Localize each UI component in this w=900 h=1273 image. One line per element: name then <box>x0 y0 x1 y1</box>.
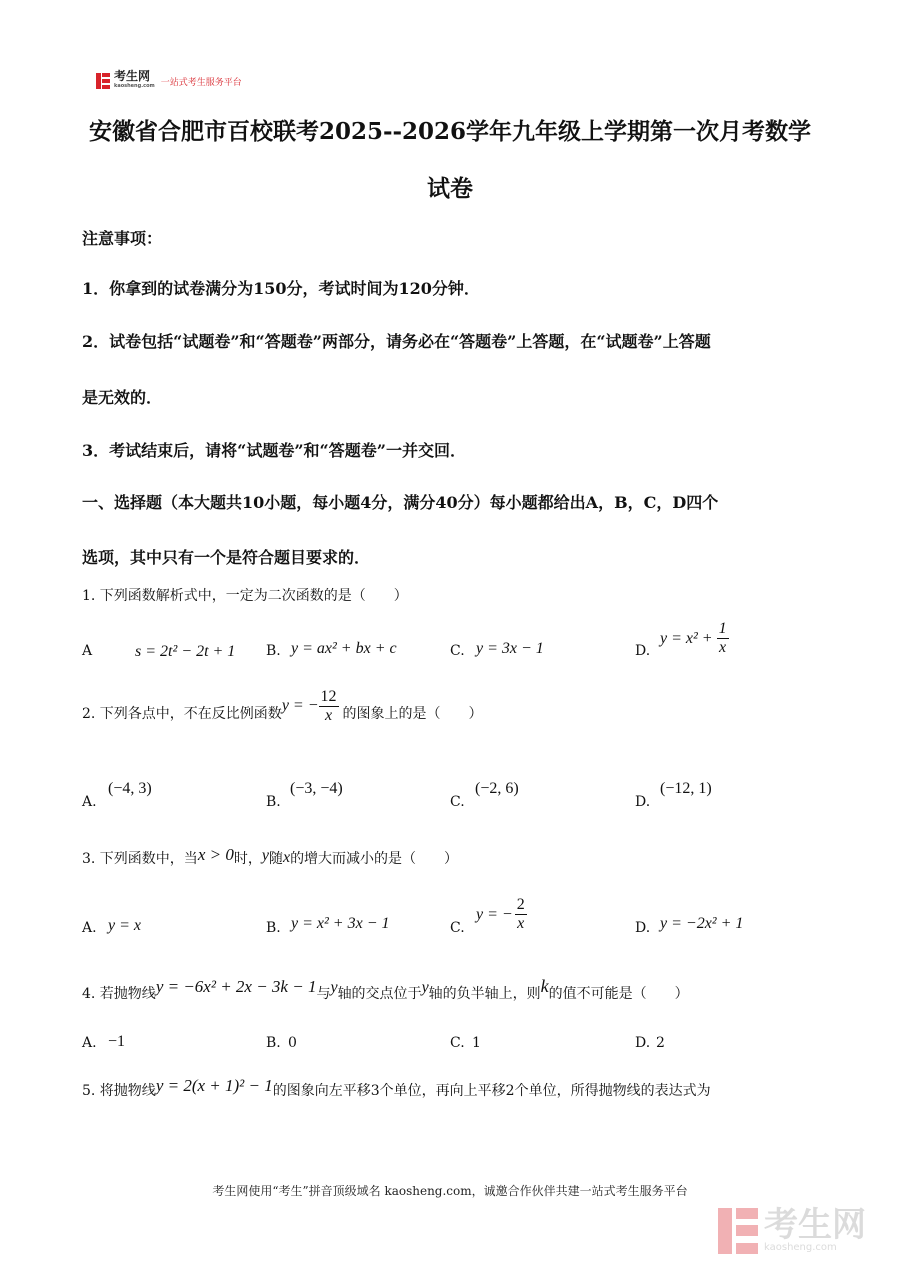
q4-stem-pre: 4. 若抛物线 <box>82 986 156 1002</box>
q1-option-b-label: B. <box>266 643 281 659</box>
watermark-name: 考生网 <box>764 1205 866 1245</box>
q3-option-a-expr: y = x <box>108 917 141 934</box>
q4-option-b-label: B. <box>266 1035 281 1051</box>
q3-option-b-label: B. <box>266 920 281 936</box>
q3-option-a-label: A. <box>82 920 97 936</box>
watermark-domain: kaosheng.com <box>764 1242 837 1253</box>
q4-option-a-label: A. <box>82 1035 97 1051</box>
q4-text-3: 轴的负半轴上，则 <box>428 986 541 1002</box>
section-heading: 一、选择题（本大题共10小题，每小题4分，满分40分）每小题都给出A，B，C，D四个 <box>82 493 719 512</box>
header-logo <box>96 69 242 90</box>
q1-option-c-label: C. <box>450 643 465 659</box>
question-3-stem <box>82 845 459 868</box>
page-footer: 考生网使用“考生”拼音顶级域名 kaosheng.com，诚邀合作伙伴共建一站式考生服务平台 <box>212 1184 688 1198</box>
q3-stem-pre: 3. 下列函数中，当 <box>82 851 198 867</box>
q1-d-denominator: x <box>719 639 727 656</box>
section-heading-cont: 选项，其中只有一个是符合题目要求的． <box>82 548 371 567</box>
q4-text-1: 与 <box>316 986 331 1002</box>
q1-option-a-expr: s = 2t² − 2t + 1 <box>135 643 236 660</box>
logo-name: 考生网 <box>114 69 151 83</box>
q2-option-d-label: D. <box>635 794 651 810</box>
page-title-line1: 安徽省合肥市百校联考2025--2026学年九年级上学期第一次月考数学 <box>88 118 812 145</box>
watermark-text <box>764 1205 866 1254</box>
question-4-stem <box>82 976 689 1003</box>
q2-option-b-label: B. <box>266 794 281 810</box>
question-2-stem <box>82 688 483 725</box>
kaosheng-watermark-icon <box>718 1208 758 1254</box>
q3-option-c-label: C. <box>450 920 465 936</box>
kaosheng-logo-icon <box>96 73 110 89</box>
q2-fraction <box>319 688 339 725</box>
q4-var-y-2: y <box>421 979 429 996</box>
q2-option-a-expr: (−4, 3) <box>108 780 152 797</box>
watermark-logo <box>718 1205 866 1254</box>
q4-option-c-label: C. <box>450 1035 465 1051</box>
q1-option-a-label: A <box>82 643 93 659</box>
q2-option-b-expr: (−3, −4) <box>290 780 343 797</box>
q2-option-c-label: C. <box>450 794 465 810</box>
q2-numerator: 12 <box>320 688 337 705</box>
logo-domain: kaosheng.com <box>114 83 155 89</box>
q1-d-fraction <box>717 620 729 657</box>
question-1-stem: 1. 下列函数解析式中，一定为二次函数的是（ ） <box>82 588 408 604</box>
question-5-stem <box>82 1076 711 1100</box>
notice-item-1: 1．你拿到的试卷满分为150分，考试时间为120分钟． <box>82 279 480 298</box>
q3-text-3: 的增大而减小的是（ ） <box>290 851 459 867</box>
q3-c-denominator: x <box>517 915 525 932</box>
q5-stem-pre: 5. 将抛物线 <box>82 1083 156 1099</box>
q2-option-c-expr: (−2, 6) <box>475 780 519 797</box>
q3-var-y: y <box>261 847 269 864</box>
q4-var-y-1: y <box>330 979 338 996</box>
q4-var-k: k <box>540 976 549 996</box>
q3-var-x: x <box>282 849 291 866</box>
q4-text-2: 轴的交点位于 <box>337 986 422 1002</box>
q2-stem-pre: 2. 下列各点中，不在反比例函数 <box>82 705 282 722</box>
q4-option-d-label: D. <box>635 1035 651 1051</box>
notice-item-3: 3．考试结束后，请将“试题卷”和“答题卷”一并交回． <box>82 441 466 460</box>
notice-item-2: 2．试卷包括“试题卷”和“答题卷”两部分，请务必在“答题卷”上答题，在“试题卷”上答题 <box>82 332 711 351</box>
q3-c-fraction <box>515 896 527 933</box>
q4-option-a-value: −1 <box>108 1033 126 1050</box>
notice-heading: 注意事项： <box>82 229 163 248</box>
q4-option-d-value: 2 <box>656 1035 665 1051</box>
notice-item-2-cont: 是无效的． <box>82 388 163 407</box>
q2-option-d-expr: (−12, 1) <box>660 780 712 797</box>
q2-denominator: x <box>324 707 333 724</box>
q3-option-c-expr <box>476 896 527 933</box>
logo-text <box>114 71 155 91</box>
q2-stem-post: 的图象上的是（ ） <box>342 705 483 722</box>
q5-stem-post: 的图象向左平移3个单位，再向上平移2个单位，所得抛物线的表达式为 <box>272 1083 711 1099</box>
q1-d-numerator: 1 <box>718 620 727 637</box>
q3-option-d-expr: y = −2x² + 1 <box>660 915 744 932</box>
q3-c-numerator: 2 <box>516 896 525 913</box>
q4-text-4: 的值不可能是（ ） <box>548 986 689 1002</box>
q4-option-c-value: 1 <box>472 1035 481 1051</box>
q1-option-b-expr: y = ax² + bx + c <box>291 640 397 657</box>
q3-option-d-label: D. <box>635 920 651 936</box>
q3-condition: x > 0 <box>197 845 234 864</box>
q2-option-a-label: A. <box>82 794 97 810</box>
q1-d-lhs: y = x² + <box>660 629 713 647</box>
logo-slogan: 一站式考生服务平台 <box>160 77 242 88</box>
q1-option-d-label: D. <box>635 643 651 659</box>
q4-expression: y = −6x² + 2x − 3k − 1 <box>155 977 317 996</box>
q3-text-1: 时， <box>233 851 262 867</box>
q1-option-c-expr: y = 3x − 1 <box>476 640 544 657</box>
q3-option-b-expr: y = x² + 3x − 1 <box>291 915 390 932</box>
q3-text-2: 随 <box>268 851 283 867</box>
page-title-line2: 试卷 <box>427 175 473 202</box>
q2-lhs: y = − <box>281 696 319 714</box>
q5-expression: y = 2(x + 1)² − 1 <box>155 1076 273 1095</box>
q4-option-b-value: 0 <box>288 1035 297 1051</box>
q3-c-lhs: y = − <box>476 905 513 923</box>
q1-option-d-expr <box>660 620 729 657</box>
